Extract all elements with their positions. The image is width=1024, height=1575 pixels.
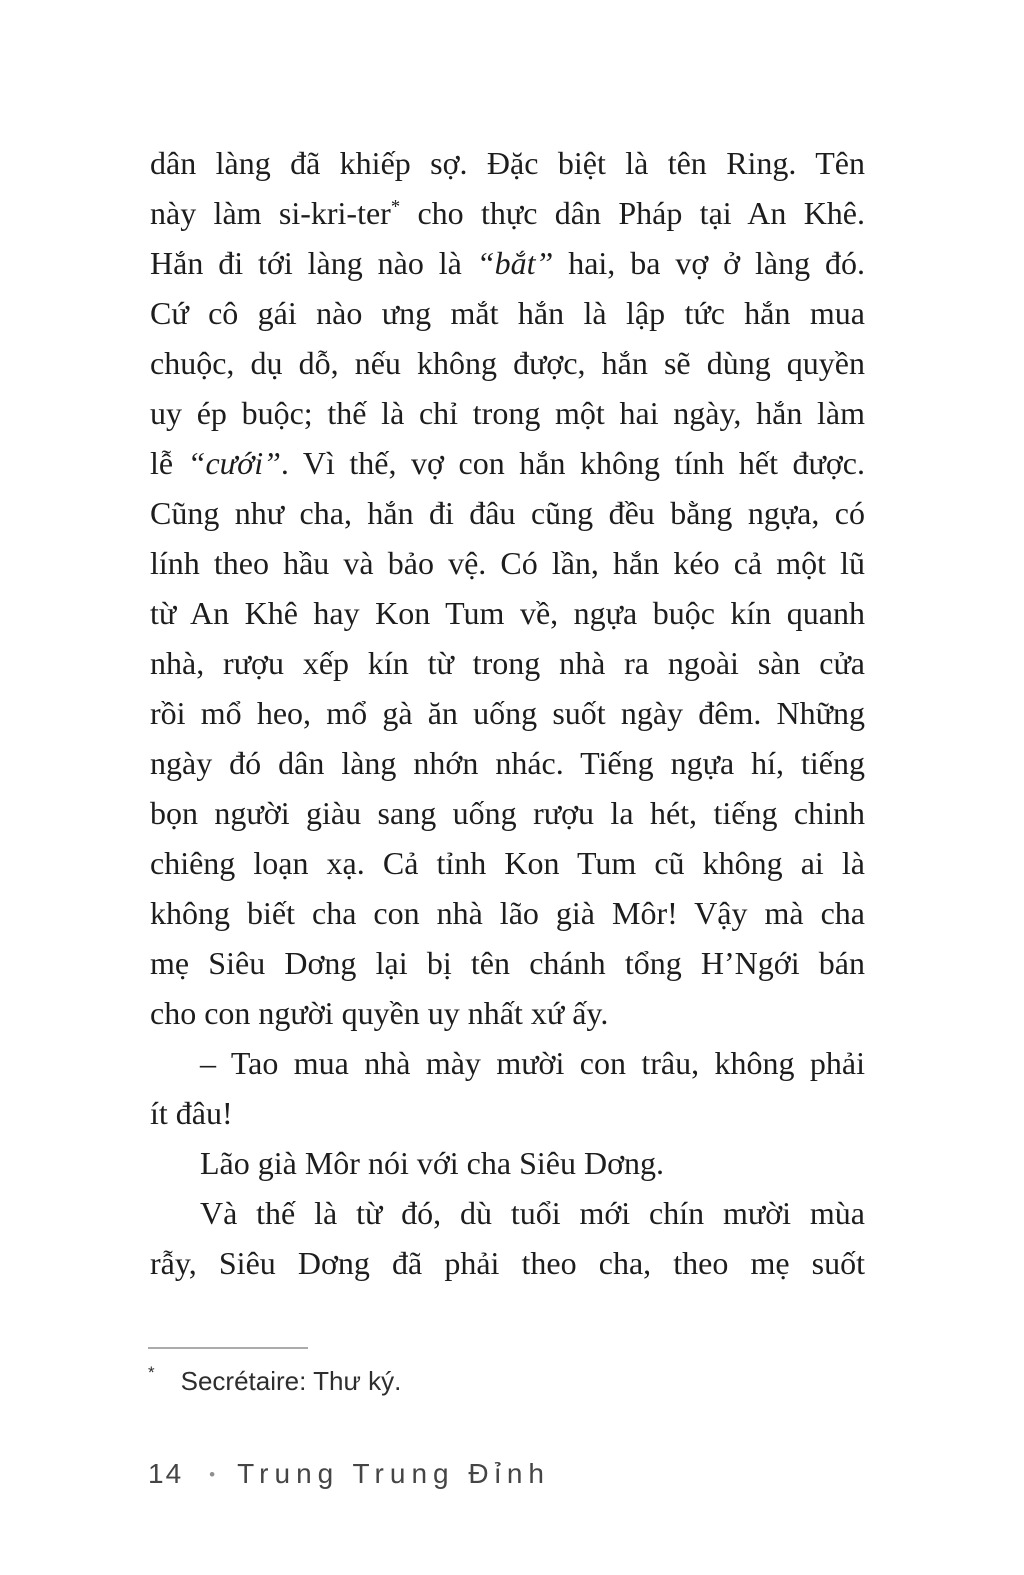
text-segment: cho con người quyền uy nhất xứ ấy.: [150, 995, 609, 1031]
text-segment: “bắt”: [476, 245, 554, 281]
footnote-text: Secrétaire: Thư ký.: [180, 1366, 402, 1396]
text-segment: ít đâu!: [150, 1095, 233, 1131]
text-segment: Cứ cô gái nào ưng mắt hắn là lập tức hắn mua: [150, 295, 865, 331]
text-line: [150, 738, 865, 788]
text-segment: nhà, rượu xếp kín từ trong nhà ra ngoài sàn cửa: [150, 645, 865, 681]
text-segment: chuộc, dụ dỗ, nếu không được, hắn sẽ dùng quyền: [150, 345, 865, 381]
text-segment: bọn người giàu sang uống rượu la hét, tiếng chinh: [150, 795, 865, 831]
text-segment: không biết cha con nhà lão già Môr! Vậy mà cha: [150, 895, 865, 931]
text-line: [150, 388, 865, 438]
text-segment: dân làng đã khiếp sợ. Đặc biệt là tên Ring. Tên: [150, 145, 865, 181]
text-segment: uy ép buộc; thế là chỉ trong một hai ngày, hắn làm: [150, 395, 865, 431]
text-segment: Hắn đi tới làng nào là: [150, 245, 477, 281]
text-segment: rẫy, Siêu Dơng đã phải theo cha, theo mẹ suốt: [150, 1245, 865, 1281]
text-segment: “cưới”: [187, 445, 281, 481]
text-line: [150, 188, 865, 238]
text-line: [150, 788, 865, 838]
text-segment: lễ: [150, 445, 188, 481]
text-line: [150, 238, 865, 288]
author-name: Trung Trung Đỉnh: [237, 1458, 550, 1489]
text-line: [150, 1038, 865, 1088]
text-segment: hai, ba vợ ở làng đó.: [553, 245, 865, 281]
page-number: 14: [148, 1458, 184, 1489]
text-segment: rồi mổ heo, mổ gà ăn uống suốt ngày đêm. Những: [150, 695, 865, 731]
text-segment: cho thực dân Pháp tại An Khê.: [400, 195, 865, 231]
text-segment: ngày đó dân làng nhớn nhác. Tiếng ngựa hí, tiếng: [150, 745, 865, 781]
text-line: [150, 988, 865, 1038]
text-segment: – Tao mua nhà mày mười con trâu, không phải: [200, 1045, 865, 1081]
text-line: [150, 1088, 865, 1138]
text-segment: Cũng như cha, hắn đi đâu cũng đều bằng ngựa, có: [150, 495, 865, 531]
text-line: [150, 588, 865, 638]
text-segment: lính theo hầu và bảo vệ. Có lần, hắn kéo cả một lũ: [150, 545, 865, 581]
text-segment: từ An Khê hay Kon Tum về, ngựa buộc kín quanh: [150, 595, 865, 631]
text-line: [150, 838, 865, 888]
text-line: [150, 688, 865, 738]
text-line: [150, 438, 865, 488]
text-segment: chiêng loạn xạ. Cả tỉnh Kon Tum cũ không ai là: [150, 845, 865, 881]
text-line: [150, 1138, 865, 1188]
text-line: [150, 338, 865, 388]
text-line: [150, 638, 865, 688]
text-segment: Lão già Môr nói với cha Siêu Dơng.: [200, 1145, 664, 1181]
text-line: [150, 1188, 865, 1238]
text-segment: Và thế là từ đó, dù tuổi mới chín mười mùa: [200, 1195, 865, 1231]
text-line: [150, 538, 865, 588]
text-line: [150, 938, 865, 988]
footnote-marker: *: [148, 1363, 155, 1382]
page-footer: [148, 1458, 550, 1490]
bullet-separator-icon: •: [209, 1464, 216, 1484]
text-segment: . Vì thế, vợ con hắn không tính hết được.: [280, 445, 865, 481]
footnote: [148, 1356, 848, 1398]
text-line: [150, 138, 865, 188]
body-text: [150, 138, 865, 1288]
text-segment: mẹ Siêu Dơng lại bị tên chánh tổng H’Ngới bán: [150, 945, 865, 981]
text-line: [150, 488, 865, 538]
text-line: [150, 888, 865, 938]
text-line: [150, 288, 865, 338]
footnote-reference-marker: *: [390, 196, 401, 218]
text-line: [150, 1238, 865, 1288]
footnote-divider: [148, 1347, 308, 1349]
text-segment: này làm si-kri-ter: [150, 195, 391, 231]
